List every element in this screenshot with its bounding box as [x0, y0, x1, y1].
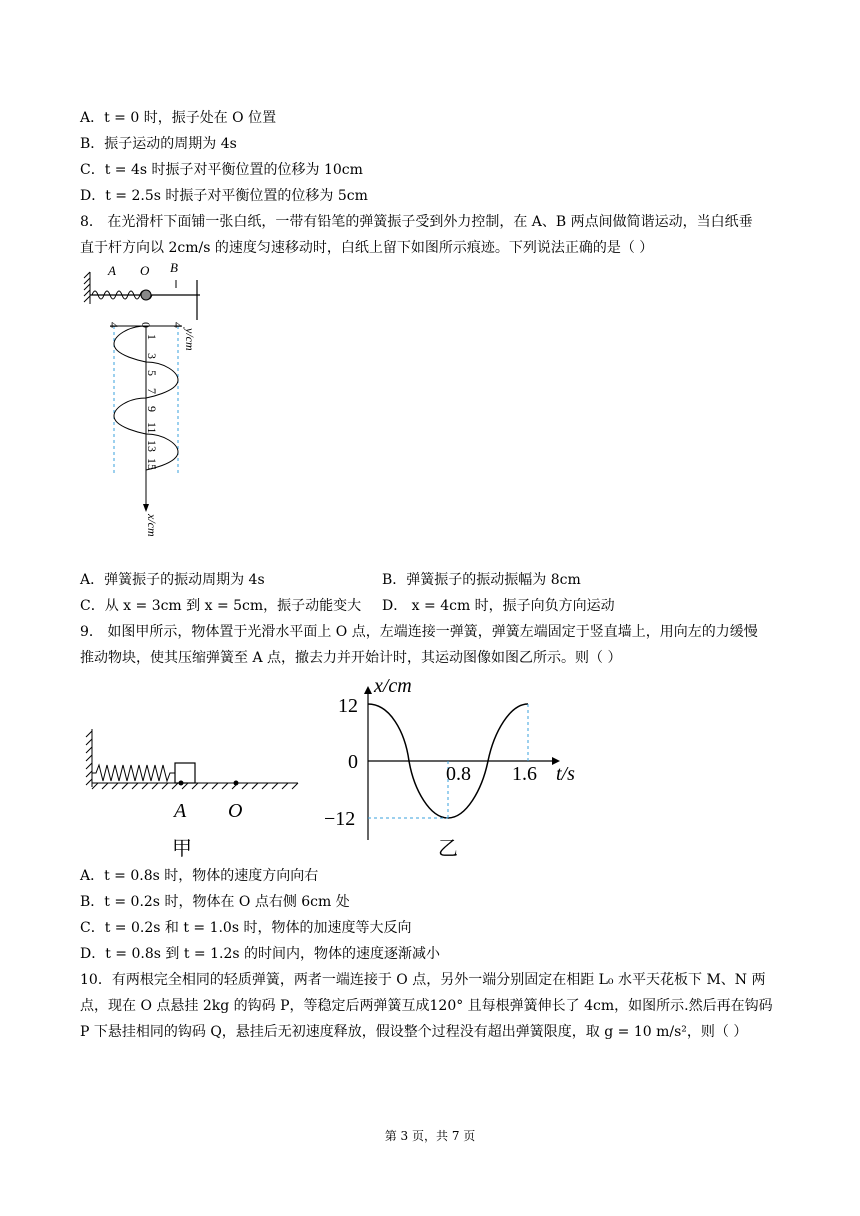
q9-spring	[92, 765, 175, 781]
q9-floor	[92, 783, 298, 789]
q9-option-a: A．t = 0.8s 时，物体的速度方向向右	[80, 868, 319, 884]
q9-point-o	[234, 781, 239, 786]
q9-xtick-0-8: 0.8	[446, 763, 471, 785]
q8-x-label: x/cm	[145, 514, 159, 537]
q9-x-axis-arrow	[364, 686, 372, 694]
q9-label-o: O	[228, 800, 243, 822]
q8-xtick: 15	[145, 458, 159, 470]
q8-wall	[84, 272, 90, 304]
q8-xtick: 3	[145, 353, 159, 359]
q9-figure-yi	[320, 670, 600, 865]
q9-option-c: C．t = 0.2s 和 t = 1.0s 时，物体的加速度等大反向	[80, 920, 412, 936]
q8-xtick: 5	[145, 370, 159, 376]
q8-stem-line2: 直于杆方向以 2cm/s 的速度匀速移动时，白纸上留下如图所示痕迹。下列说法正确的是（ ）	[80, 240, 654, 256]
q8-oscillator-ball	[141, 290, 151, 300]
q9-label-a: A	[174, 800, 187, 822]
q9-option-d: D．t = 0.8s 到 t = 1.2s 的时间内，物体的速度逐渐减小	[80, 946, 440, 962]
q8-figure	[80, 258, 230, 550]
q9-t-label: t/s	[556, 763, 575, 785]
q9-caption-yi: 乙	[438, 838, 458, 860]
q10-stem-line3: P 下悬挂相同的钩码 Q，悬挂后无初速度释放，假设整个过程没有超出弹簧限度，取 g = 10 m/s²，则（ ）	[80, 1024, 748, 1040]
q8-label-a: A	[108, 263, 116, 278]
q8-x-axis-arrow	[143, 504, 149, 512]
q8-ytick-right: 4	[171, 322, 185, 328]
q8-label-o: O	[140, 263, 150, 278]
q9-y-label: x/cm	[374, 675, 412, 697]
q8-option-a: A．弹簧振子的振动周期为 4s	[80, 572, 265, 588]
q8-ytick-left: 4	[107, 322, 121, 328]
q8-xtick: 11	[145, 422, 159, 434]
q9-caption-jia: 甲	[172, 838, 192, 860]
q8-option-d: D． x = 4cm 时，振子向负方向运动	[382, 598, 615, 614]
q9-figure-jia	[84, 725, 304, 865]
q8-y-label: y/cm	[183, 328, 197, 351]
q8-stem-line1: 8． 在光滑杆下面铺一张白纸，一带有铅笔的弹簧振子受到外力控制，在 A、B 两点间做简谐运动，当白纸垂	[80, 214, 753, 230]
q10-stem-line2: 点，现在 O 点悬挂 2kg 的钩码 P，等稳定后两弹簧互成120° 且每根弹簧伸长了 4cm，如图所示.然后再在钩码	[80, 998, 773, 1014]
q8-xtick: 7	[145, 388, 159, 394]
q9-stem-line1: 9． 如图甲所示，物体置于光滑水平面上 O 点，左端连接一弹簧，弹簧左端固定于竖直墙上，用向左的力缓慢	[80, 624, 758, 640]
q8-x-ticks	[145, 334, 159, 470]
q7-option-c: C．t = 4s 时振子对平衡位置的位移为 10cm	[80, 162, 363, 178]
q9-ytick-neg12: −12	[324, 808, 356, 830]
q9-ytick-0: 0	[348, 751, 358, 773]
q8-xtick: 1	[145, 334, 159, 340]
q10-stem-line1: 10．有两根完全相同的轻质弹簧，两者一端连接于 O 点，另外一端分别固定在相距 L₀ 水平天花板下 M、N 两	[80, 972, 766, 988]
q9-wall	[86, 729, 92, 787]
q7-option-a: A．t = 0 时，振子处在 O 位置	[80, 110, 277, 126]
page-footer: 第 3 页，共 7 页	[384, 1129, 476, 1143]
q8-label-b: B	[170, 260, 178, 275]
q9-xtick-1-6: 1.6	[512, 763, 537, 785]
q9-point-a	[179, 781, 184, 786]
q7-option-b: B．振子运动的周期为 4s	[80, 136, 237, 152]
q8-ytick-zero: 0	[139, 322, 153, 328]
q8-xtick: 9	[145, 406, 159, 412]
q8-xtick: 13	[145, 440, 159, 452]
q8-option-c: C．从 x = 3cm 到 x = 5cm，振子动能变大	[80, 598, 362, 614]
q9-ytick-12: 12	[338, 695, 358, 717]
q9-stem-line2: 推动物块，使其压缩弹簧至 A 点，撤去力并开始计时，其运动图像如图乙所示。则（ ）	[80, 650, 622, 666]
q8-option-b: B．弹簧振子的振动振幅为 8cm	[382, 572, 581, 588]
q7-option-d: D．t = 2.5s 时振子对平衡位置的位移为 5cm	[80, 188, 368, 204]
q9-block	[175, 763, 195, 783]
q9-option-b: B．t = 0.2s 时，物体在 O 点右侧 6cm 处	[80, 894, 350, 910]
